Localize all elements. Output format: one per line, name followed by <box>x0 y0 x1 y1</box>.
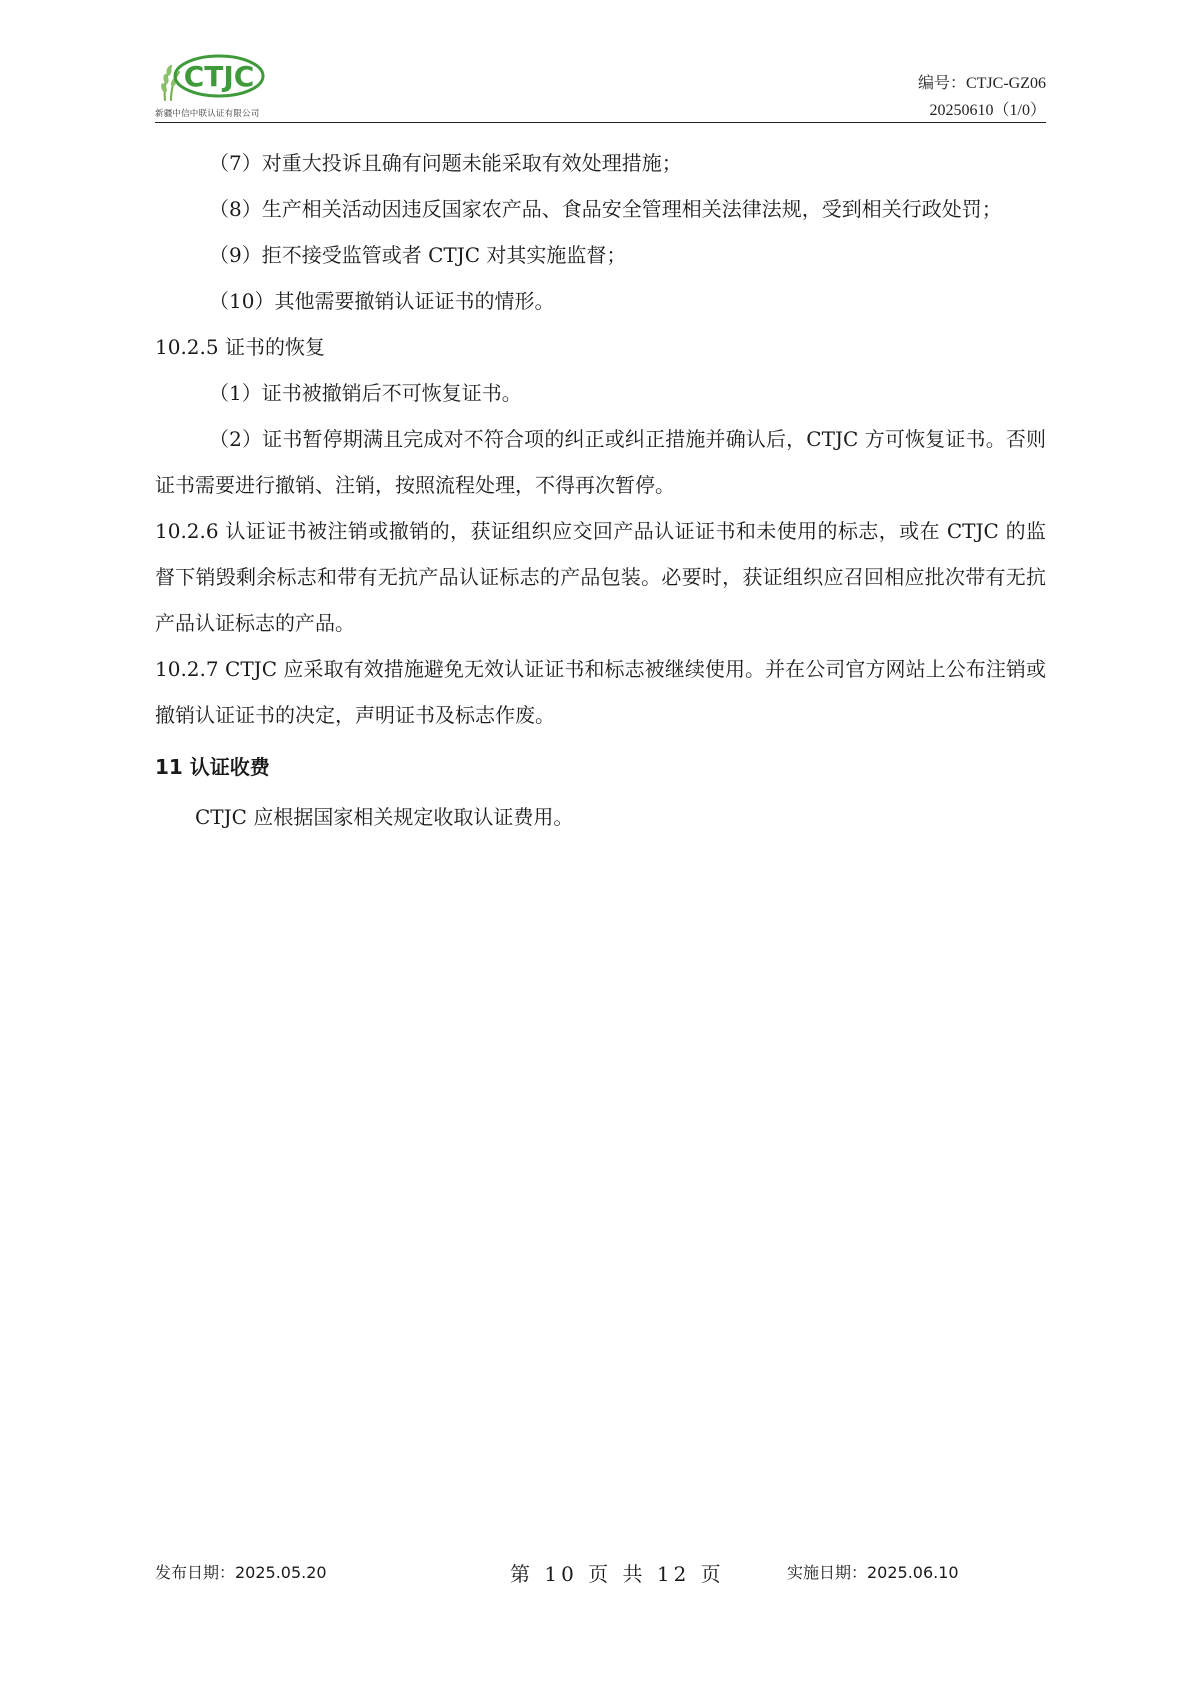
document-number: 编号：CTJC-GZ06 <box>917 75 1046 92</box>
section-heading: 10.2.5 证书的恢复 <box>155 335 325 359</box>
company-logo <box>155 52 275 120</box>
paragraph: （7）对重大投诉且确有问题未能采取有效处理措施； <box>209 151 682 175</box>
effective-date: 实施日期：2025.06.10 <box>787 1563 959 1582</box>
paragraph: CTJC 应根据国家相关规定收取认证费用。 <box>195 805 574 829</box>
paragraph: （9）拒不接受监管或者 CTJC 对其实施监督； <box>209 243 627 267</box>
chapter-heading: 11 认证收费 <box>155 755 270 779</box>
paragraph: 10.2.7 CTJC 应采取有效措施避免无效认证证书和标志被继续使用。并在公司官方网站上公布注销或撤销认证证书的决定，声明证书及标志作废。 <box>155 657 1046 727</box>
document-body <box>155 140 1046 840</box>
issue-date: 发布日期：2025.05.20 <box>155 1563 327 1582</box>
page-footer <box>155 1560 1046 1590</box>
paragraph: （8）生产相关活动因违反国家农产品、食品安全管理相关法律法规，受到相关行政处罚； <box>209 197 1002 221</box>
document-version: 20250610（1/0） <box>929 102 1046 119</box>
paragraph: （2）证书暂停期满且完成对不符合项的纠正或纠正措施并确认后，CTJC 方可恢复证书。否则证书需要进行撤销、注销，按照流程处理，不得再次暂停。 <box>155 427 1046 497</box>
paragraph: 10.2.6 认证证书被注销或撤销的，获证组织应交回产品认证证书和未使用的标志，或在 CTJC 的监督下销毁剩余标志和带有无抗产品认证标志的产品包装。必要时，获证组织应召回相应批次带有无抗产品认证标志的产品。 <box>155 519 1046 635</box>
paragraph: （10）其他需要撤销认证证书的情形。 <box>209 289 555 313</box>
logo-caption: 新疆中信中联认证有限公司 <box>155 109 260 119</box>
logo-emblem-icon <box>155 52 275 108</box>
page-header <box>155 52 1046 122</box>
document-meta <box>918 70 1046 124</box>
logo-text: CTJC <box>183 60 255 93</box>
page-number: 第 10 页 共 12 页 <box>510 1562 725 1586</box>
header-divider <box>155 122 1046 123</box>
paragraph: （1）证书被撤销后不可恢复证书。 <box>209 381 522 405</box>
